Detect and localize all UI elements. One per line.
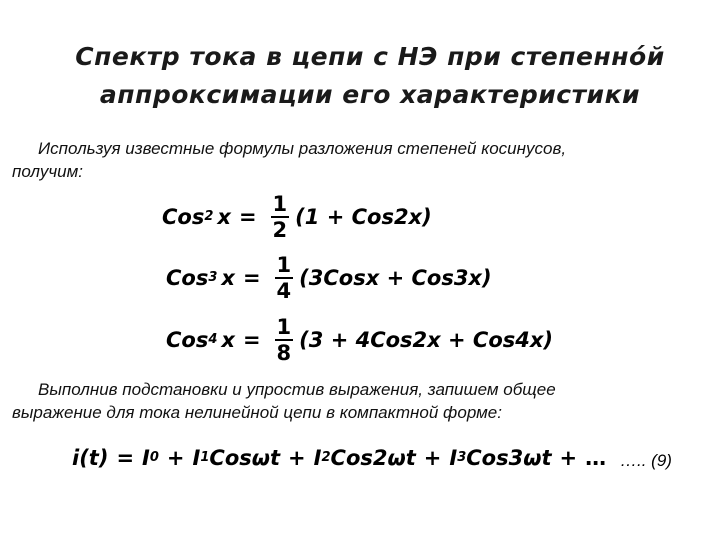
formula-lhs-base: Cos [166,328,209,352]
formula-fraction [271,192,290,242]
plus-sign: + [423,446,442,470]
fraction-denominator: 4 [276,279,292,303]
equation-number: ….. (9) [620,451,672,470]
intro-line-1: Используя известные формулы разложения степеней косинусов, [38,139,567,158]
current-lhs: i(t) [72,446,109,470]
fraction-numerator: 1 [276,253,292,277]
current-equals: = [116,446,135,470]
plus-sign: + [288,446,306,470]
fraction-denominator: 2 [272,218,288,242]
formula-rhs: (3 + 4Cos2x + Cos4x) [299,328,554,352]
term3-symbol: I [449,446,458,470]
formula-equals: = [238,205,257,229]
formula-cos2: Cos 2 x = $\frac{1}{2}$ (1 + Cos2x) [162,192,432,242]
formula-lhs-base: Cos [166,266,209,290]
formula-lhs-base: Cos [162,205,205,229]
formula-lhs-var: x [221,266,235,290]
formula-cos3: Cos 3 x = $\frac{1}{4}$ (3Cosx + Cos3x) [166,253,492,303]
conclusion-line-2: выражение для тока нелинейной цепи в компактной форме: [12,403,502,422]
intro-paragraph [12,137,702,183]
formula-rhs: (1 + Cos2x) [295,205,432,229]
fraction-numerator: 1 [272,192,288,216]
formula-fraction [275,315,294,365]
title-line-1: Спектр тока в цепи с НЭ при степенно́й [75,42,665,71]
term2-symbol: I [313,446,322,470]
plus-sign: + [559,446,578,470]
term2-trig: Cos2ωt [330,446,416,470]
fraction-numerator: 1 [276,315,292,339]
formula-rhs: (3Cosx + Cos3x) [299,266,492,290]
term1-symbol: I [192,446,201,470]
formula-lhs-var: x [217,205,231,229]
ellipsis: … [585,446,607,470]
term3-trig: Cos3ωt [466,446,552,470]
current-formula: i(t) = I 0 + I 1 Cosωt + I 2 Cos2ωt + I 3 Cos3ωt + … [72,446,607,470]
term1-trig: Cosωt [209,446,281,470]
formula-lhs-var: x [221,328,235,352]
formula-equals: = [242,266,261,290]
term0-symbol: I [142,446,150,470]
fraction-denominator: 8 [276,341,292,365]
formula-cos4: Cos 4 x = $\frac{1}{8}$ (3 + 4Cos2x + Cos4x) [166,315,554,365]
plus-sign: + [166,446,185,470]
title-line-2: аппроксимации его характеристики [99,80,641,109]
intro-line-2: получим: [12,162,83,181]
slide-title [40,38,700,114]
formula-fraction [275,253,294,303]
formula-equals: = [242,328,261,352]
conclusion-paragraph [12,378,702,424]
conclusion-line-1: Выполнив подстановки и упростив выражения, запишем общее [38,380,556,399]
